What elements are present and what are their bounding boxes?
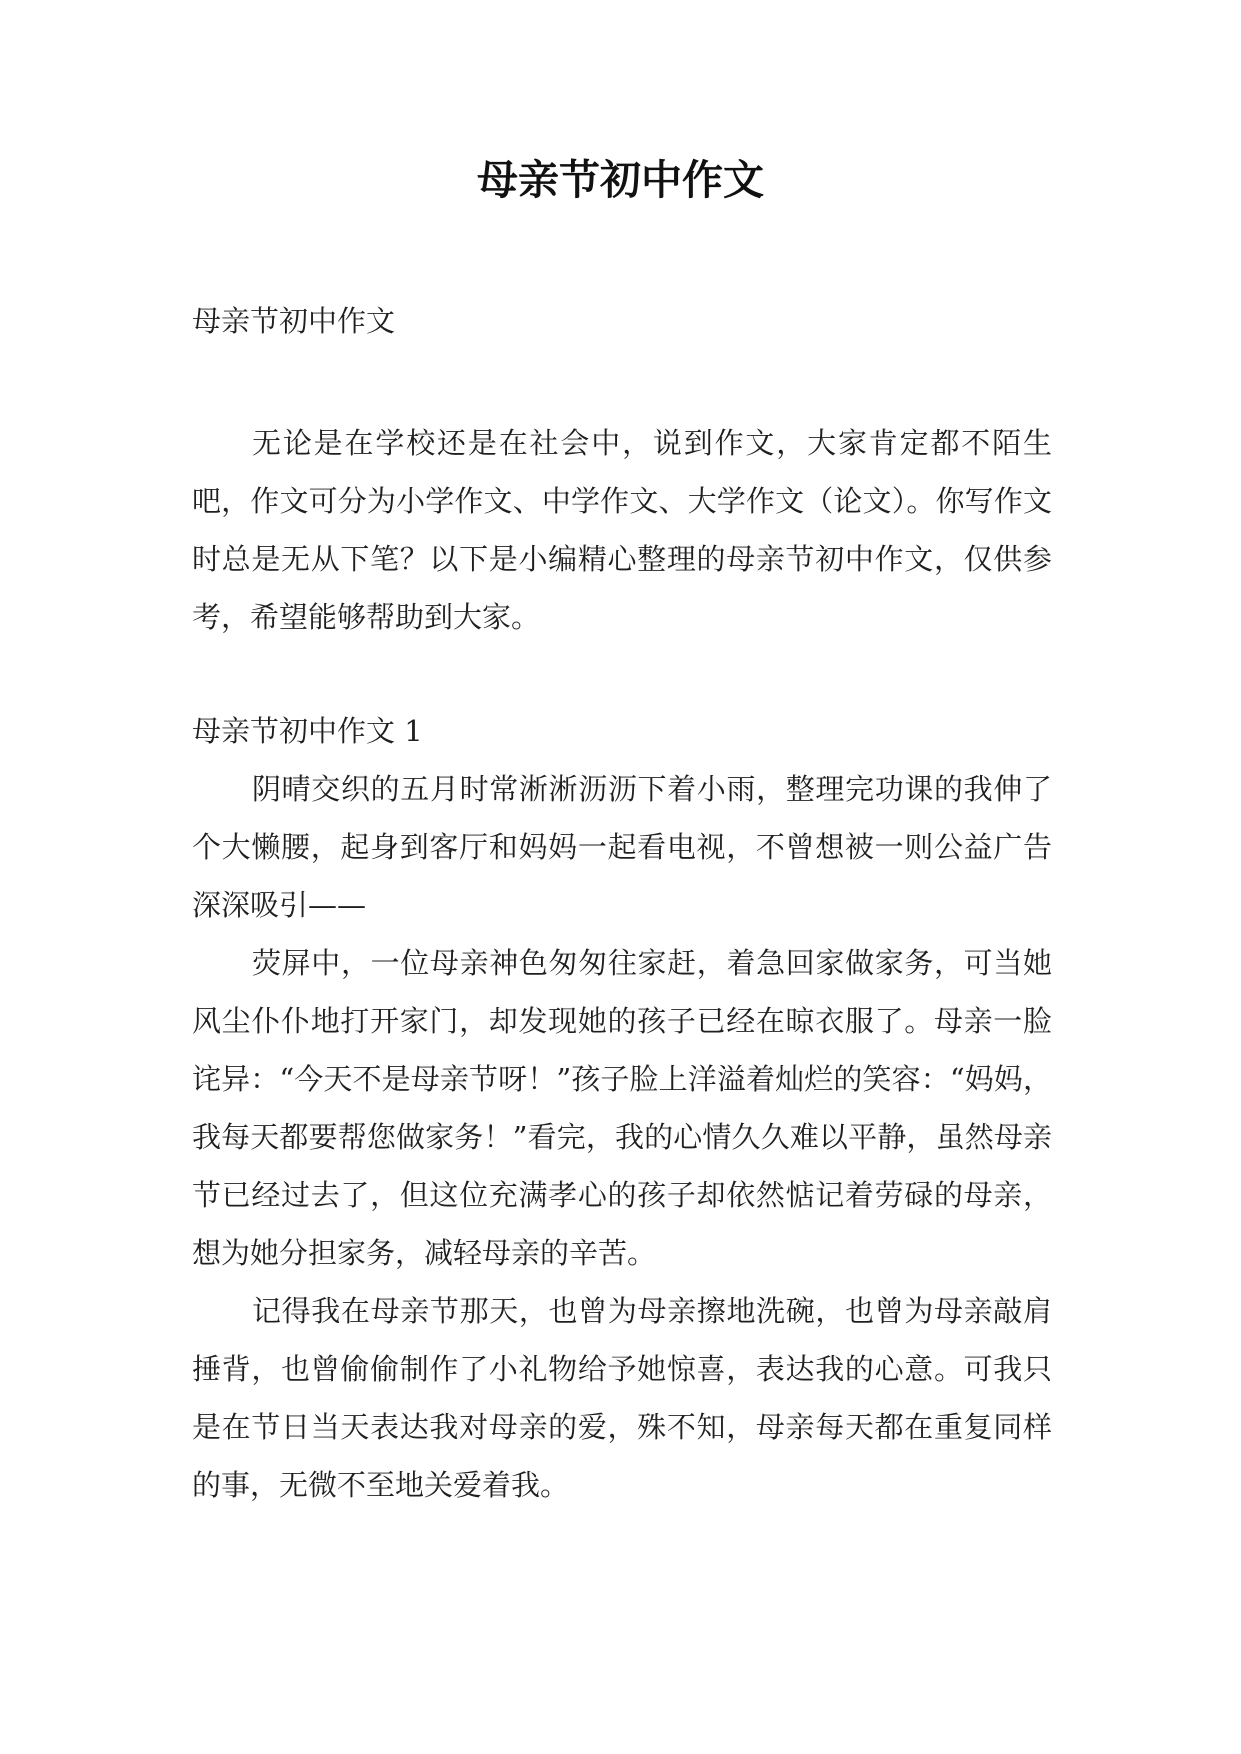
body-paragraph-1: 阴晴交织的五月时常淅淅沥沥下着小雨，整理完功课的我伸了个大懒腰，起身到客厅和妈妈一起看电视，不曾想被一则公益广告深深吸引—— xyxy=(192,772,1052,922)
document-body xyxy=(192,292,1052,1514)
section-heading: 母亲节初中作文 1 xyxy=(192,714,423,748)
body-paragraph-2: 荧屏中，一位母亲神色匆匆往家赶，着急回家做家务，可当她风尘仆仆地打开家门，却发现她的孩子已经在晾衣服了。母亲一脸诧异：“今天不是母亲节呀！”孩子脸上洋溢着灿烂的笑容：“妈妈，我每天都要帮您做家务！”看完，我的心情久久难以平静，虽然母亲节已经过去了，但这位充满孝心的孩子却依然惦记着劳碌的母亲，想为她分担家务，减轻母亲的辛苦。 xyxy=(192,946,1052,1270)
intro-paragraph: 无论是在学校还是在社会中，说到作文，大家肯定都不陌生吧，作文可分为小学作文、中学作文、大学作文（论文）。你写作文时总是无从下笔？以下是小编精心整理的母亲节初中作文，仅供参考，希望能够帮助到大家。 xyxy=(192,426,1052,634)
document-title: 母亲节初中作文 xyxy=(477,156,764,204)
body-paragraph-3: 记得我在母亲节那天，也曾为母亲擦地洗碗，也曾为母亲敲肩捶背，也曾偷偷制作了小礼物给予她惊喜，表达我的心意。可我只是在节日当天表达我对母亲的爱，殊不知，母亲每天都在重复同样的事，无微不至地关爱着我。 xyxy=(192,1294,1052,1502)
document-subtitle: 母亲节初中作文 xyxy=(192,304,396,338)
